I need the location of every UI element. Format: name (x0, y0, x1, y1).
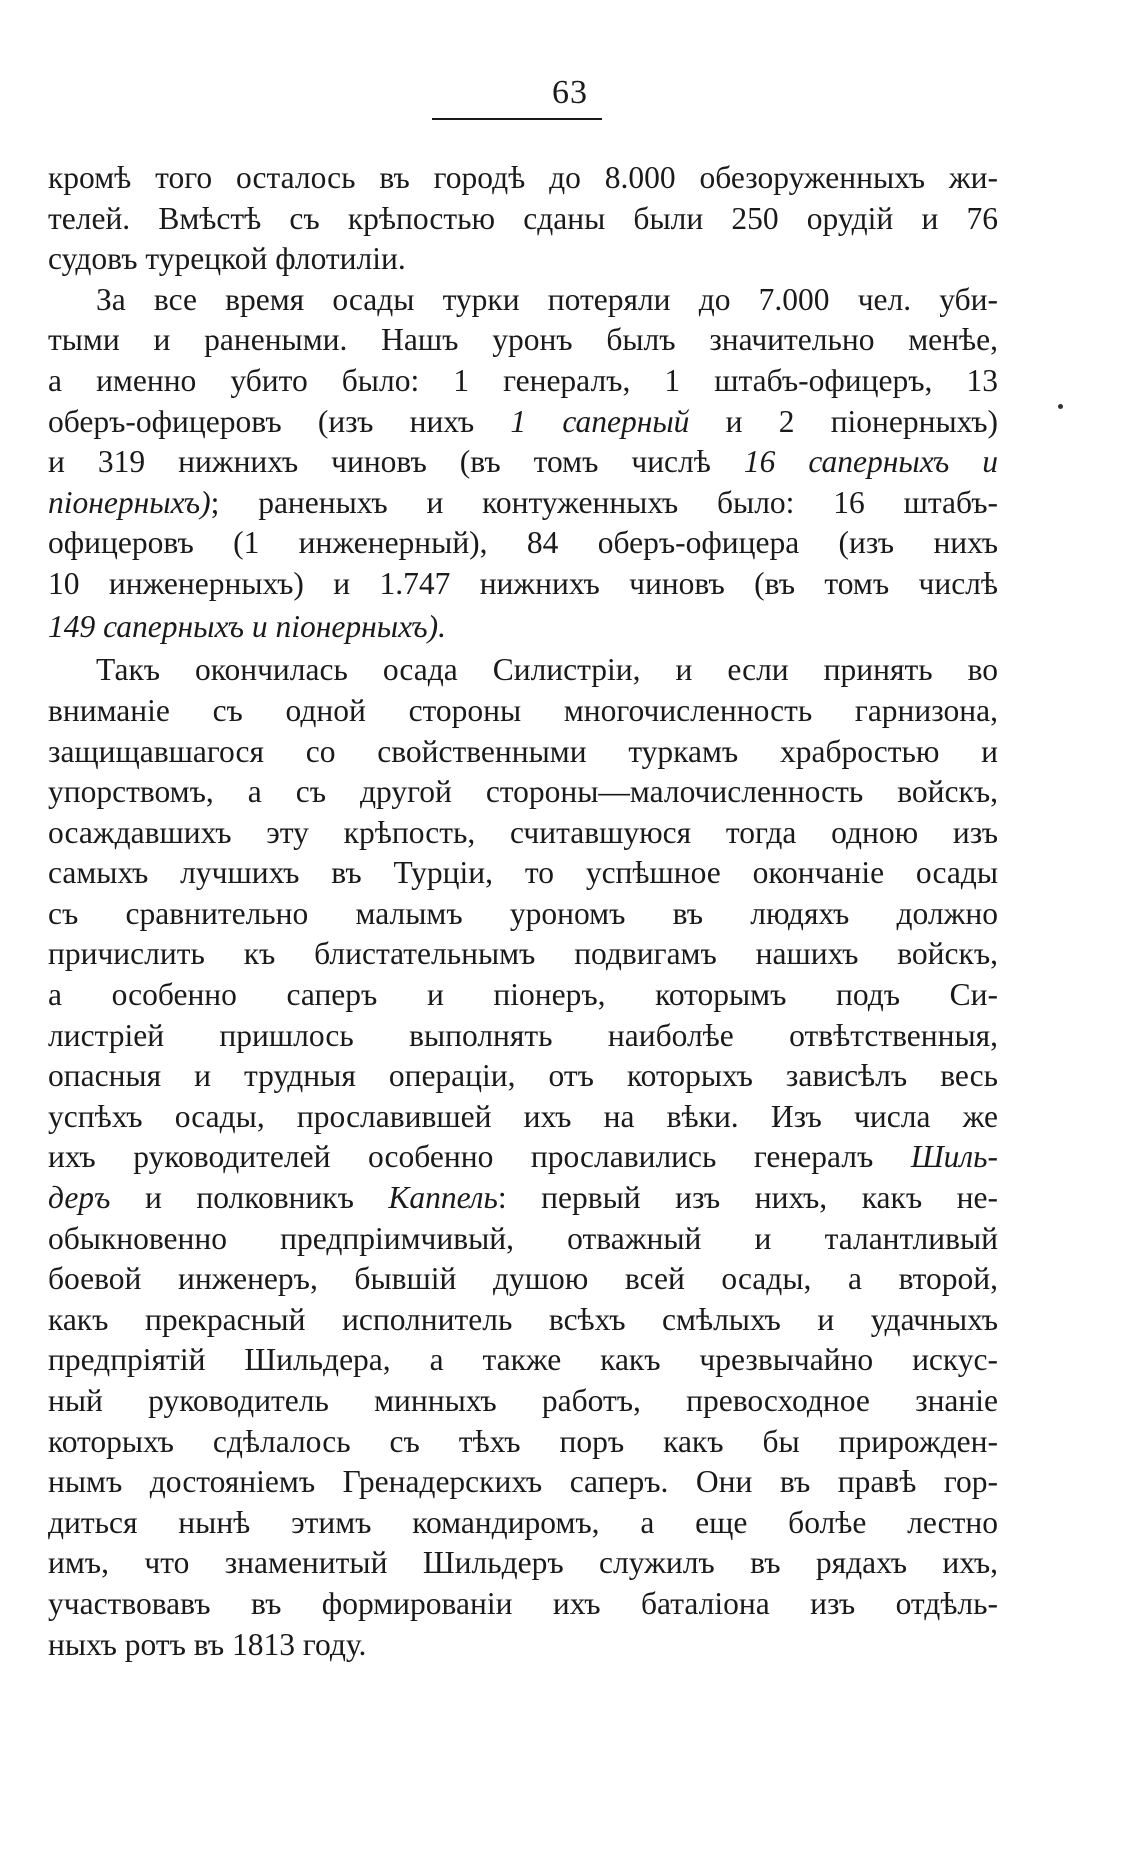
text-line (48, 650, 998, 691)
text-segment: какъ прекрасный исполнитель всѣхъ смѣлыхъ и удачныхъ (48, 1301, 998, 1337)
text-line (48, 1259, 998, 1300)
text-line (48, 1381, 998, 1422)
text-segment: За все время осады турки потеряли до 7.000 чел. уби- (96, 281, 998, 317)
italic-segment: деръ (48, 1180, 111, 1216)
text-line (48, 934, 998, 975)
text-line (48, 1543, 998, 1584)
text-line (48, 894, 998, 935)
text-segment: кромѣ того осталось въ городѣ до 8.000 обезоруженныхъ жи- (48, 160, 998, 195)
text-segment: осаждавшихъ эту крѣпость, считавшуюся тогда одною изъ (48, 814, 998, 850)
text-line (48, 1219, 998, 1260)
text-segment: защищавшагося со свойственными туркамъ храбростью и (48, 733, 998, 769)
text-line (48, 853, 998, 894)
text-line (48, 361, 998, 402)
italic-segment: Шиль- (910, 1139, 998, 1175)
text-segment: диться нынѣ этимъ командиромъ, а еще болѣе лестно (48, 1504, 998, 1540)
text-line (48, 1137, 998, 1178)
text-segment: упорствомъ, а съ другой стороны—малочисленность войскъ, (48, 774, 998, 810)
text-line (48, 1625, 998, 1666)
text-segment: Такъ окончилась осада Силистріи, и если принять во (96, 652, 998, 688)
text-line (48, 280, 998, 321)
text-segment: ныхъ ротъ въ 1813 году. (48, 1626, 367, 1662)
body-text (48, 158, 998, 1665)
text-segment: и 2 піонерныхъ) (689, 403, 998, 439)
print-speck (1058, 404, 1063, 409)
text-line (48, 442, 998, 483)
text-segment: участвовавъ въ формированіи ихъ баталіона изъ отдѣль- (48, 1585, 998, 1621)
text-segment: : первый изъ нихъ, какъ не- (497, 1180, 998, 1216)
text-segment: ; раненыхъ и контуженныхъ было: 16 штабъ- (210, 484, 998, 520)
text-segment: вниманіе съ одной стороны многочисленность гарнизона, (48, 692, 998, 728)
italic-segment: 149 саперныхъ и піонерныхъ). (48, 609, 447, 645)
italic-segment: 1 саперный (510, 403, 690, 439)
text-line (48, 158, 998, 199)
text-segment: и 319 нижнихъ чиновъ (въ томъ числѣ (48, 444, 744, 480)
text-line (48, 1178, 998, 1219)
italic-segment: піонерныхъ) (48, 484, 211, 520)
text-segment: нымъ достояніемъ Гренадерскихъ саперъ. Они въ правѣ гор- (48, 1464, 998, 1500)
text-segment: и полковникъ (110, 1180, 389, 1216)
text-segment: которыхъ сдѣлалось съ тѣхъ поръ какъ бы прирожден- (48, 1423, 998, 1459)
text-line (48, 1340, 998, 1381)
text-segment: съ сравнительно малымъ урономъ въ людяхъ должно (48, 895, 998, 931)
text-line (48, 1584, 998, 1625)
text-segment: ихъ руководителей особенно прославились генералъ (48, 1139, 911, 1175)
text-line (48, 1300, 998, 1341)
text-line (48, 691, 998, 732)
text-line (48, 239, 998, 280)
text-segment: тыми и ранеными. Нашъ уронъ былъ значительно менѣе, (48, 322, 998, 358)
text-line (48, 1097, 998, 1138)
text-line (48, 1422, 998, 1463)
header-rule (432, 118, 602, 120)
text-line (48, 199, 998, 240)
text-segment: самыхъ лучшихъ въ Турціи, то успѣшное окончаніе осады (48, 855, 998, 891)
text-line (48, 523, 998, 564)
text-line (48, 320, 998, 361)
text-line (48, 975, 998, 1016)
text-line (48, 1016, 998, 1057)
text-segment: листріей пришлось выполнять наиболѣе отвѣтственныя, (48, 1017, 998, 1053)
text-line (48, 1056, 998, 1097)
page-number: 63 (552, 74, 588, 111)
text-segment: а именно убито было: 1 генералъ, 1 штабъ-офицеръ, 13 (48, 362, 998, 398)
text-segment: успѣхъ осады, прославившей ихъ на вѣки. Изъ числа же (48, 1098, 998, 1134)
text-segment: 10 инженерныхъ) и 1.747 нижнихъ чиновъ (въ томъ числѣ (48, 565, 998, 601)
text-segment: предпріятій Шильдера, а также какъ чрезвычайно искус- (48, 1342, 998, 1378)
text-line (48, 1462, 998, 1503)
text-line (48, 813, 998, 854)
text-line (48, 607, 998, 650)
text-line (48, 402, 998, 443)
text-segment: причислить къ блистательнымъ подвигамъ нашихъ войскъ, (48, 936, 998, 972)
text-segment: а особенно саперъ и піонеръ, которымъ подъ Си- (48, 977, 998, 1013)
text-line (48, 483, 998, 524)
text-segment: ный руководитель минныхъ работъ, превосходное знаніе (48, 1383, 998, 1418)
text-segment: офицеровъ (1 инженерный), 84 оберъ-офицера (изъ нихъ (48, 525, 998, 561)
text-line (48, 772, 998, 813)
text-segment: боевой инженеръ, бывшій душою всей осады, а второй, (48, 1261, 998, 1297)
text-line (48, 564, 998, 607)
text-segment: телей. Вмѣстѣ съ крѣпостью сданы были 250 орудій и 76 (48, 200, 998, 236)
text-segment: опасныя и трудныя операціи, отъ которыхъ зависѣлъ весь (48, 1058, 998, 1094)
text-line (48, 732, 998, 773)
text-line (48, 1503, 998, 1544)
text-segment: оберъ-офицеровъ (изъ нихъ (48, 403, 511, 439)
italic-segment: 16 саперныхъ и (743, 444, 998, 480)
italic-segment: Каппель (388, 1180, 498, 1216)
text-segment: имъ, что знаменитый Шильдеръ служилъ въ рядахъ ихъ, (48, 1545, 998, 1581)
text-segment: судовъ турецкой флотиліи. (48, 241, 406, 277)
text-segment: обыкновенно предпріимчивый, отважный и талантливый (48, 1220, 998, 1256)
